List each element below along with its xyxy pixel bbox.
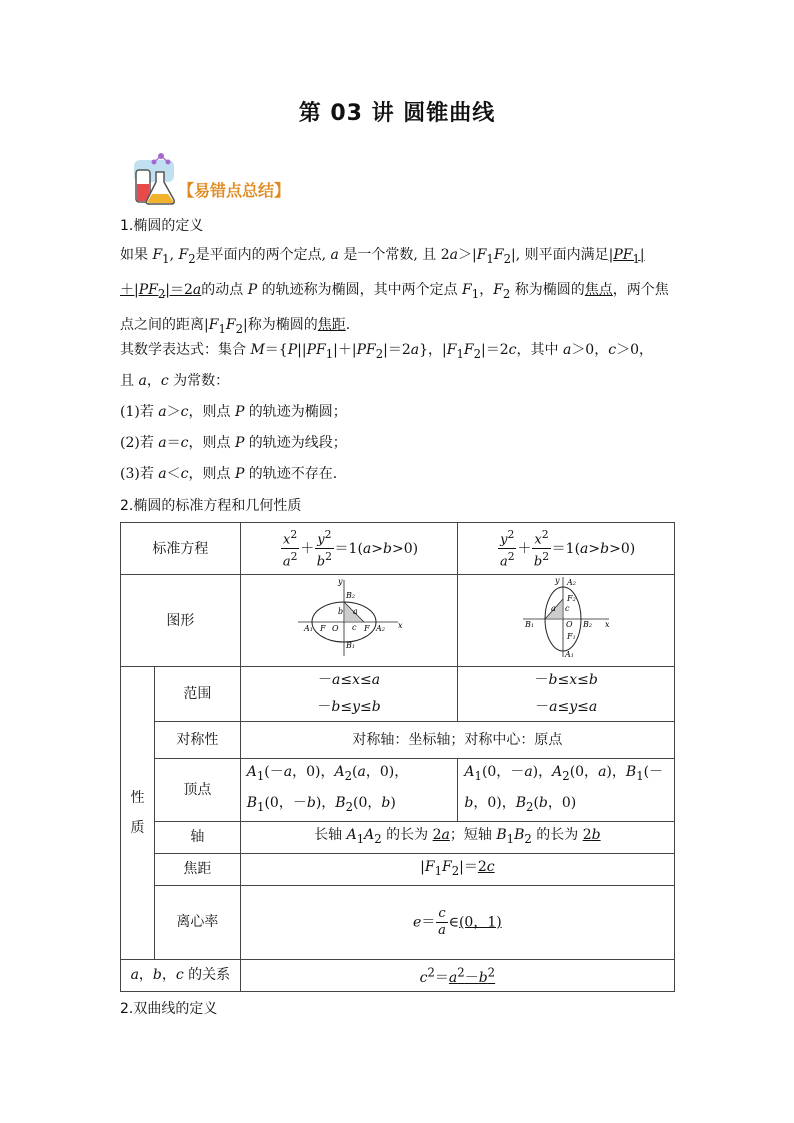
svg-text:A2: A2 <box>567 578 577 587</box>
vertices-vertical: $A_1(0$，－a)，$A_2(0$，a)，$B_1(-b$，0)，$B_2(b$，0) <box>458 759 675 822</box>
cell-label: 范围 <box>154 667 240 722</box>
svg-text:A1: A1 <box>304 624 314 633</box>
table-row <box>121 821 675 853</box>
svg-text:x: x <box>605 620 610 629</box>
svg-text:B1: B1 <box>525 620 535 629</box>
definition-text: 如果 $F_1$, $F_2$是平面内的两个定点, a 是一个常数, 且 $2a>|F_1F_2|$, 则平面内满足 <box>120 247 609 266</box>
svg-text:a: a <box>551 604 556 613</box>
cell-label: a，b，c 的关系 <box>121 959 241 991</box>
vertical-ellipse-diagram <box>521 575 611 659</box>
math-expression-line1: 其数学表达式：集合 $M=\{P||PF_1|+|PF_2|=2a\}$，$|F_1F_2|=2c$，其中 a＞0，c＞0， <box>120 342 653 361</box>
svg-text:O: O <box>566 620 573 629</box>
table-row <box>121 722 675 759</box>
eccentricity-value: e＝ $\frac{c}{a}$ ∈(0，1) <box>240 885 674 959</box>
symmetry-value: 对称轴：坐标轴；对称中心：原点 <box>240 722 674 759</box>
banner-label: 【易错点总结】 <box>178 181 291 200</box>
table-row <box>121 667 675 722</box>
definition-condition: $|PF_1|+|PF_2|=2a$ <box>120 247 645 301</box>
equation-vertical: $\frac{y^2}{a^2}$ ＋ $\frac{x^2}{b^2}$ ＝1(a>b>0) <box>458 523 675 575</box>
definition-text-2: 的动点 P 的轨迹称为椭圆，其中两个定点 $F_1$，$F_2$ 称为椭圆的 <box>201 281 585 301</box>
cell-label: 顶点 <box>154 759 240 822</box>
cell-label: 图形 <box>121 575 241 667</box>
case-3: (3)若 a＜c，则点 P 的轨迹不存在. <box>120 466 338 482</box>
graph-vertical-ellipse <box>458 575 675 667</box>
svg-text:F: F <box>320 624 326 633</box>
cell-label: 轴 <box>154 821 240 853</box>
table-row <box>121 959 675 991</box>
table-row <box>121 523 675 575</box>
cell-label: 对称性 <box>154 722 240 759</box>
group-label-text: 性质 <box>130 789 145 836</box>
svg-text:x: x <box>398 621 403 630</box>
case-2: (2)若 a＝c，则点 P 的轨迹为线段； <box>120 435 347 451</box>
page-title: 第 03 讲 圆锥曲线 <box>298 101 496 126</box>
svg-text:A2: A2 <box>376 624 386 633</box>
axis-value: 长轴 $A_1A_2$ 的长为 2a；短轴 $B_1B_2$ 的长为 2b <box>240 821 674 853</box>
svg-text:b: b <box>338 607 344 616</box>
graph-horizontal-ellipse <box>240 575 458 667</box>
svg-text:B1: B1 <box>346 641 356 650</box>
horizontal-ellipse-diagram <box>294 576 404 658</box>
vertices-horizontal: $A_1(-a$，0)，$A_2(a$，0)，$B_1(0$，－b)，$B_2(0$，b) <box>240 759 458 822</box>
range-vertical: －b≤x≤b －a≤y≤a <box>458 667 675 722</box>
table-row <box>121 575 675 667</box>
definition-end: . <box>345 316 351 333</box>
svg-text:A1: A1 <box>565 650 575 659</box>
section-heading-ellipse-definition: 1.椭圆的定义 <box>120 218 204 234</box>
svg-text:c: c <box>565 604 570 613</box>
focal-distance-value: $|F_1F_2|=2c$ <box>240 853 674 885</box>
svg-text:F2: F2 <box>567 594 576 603</box>
definition-text-3: ，两个焦点之间的距离$|F_1F_2|$称为椭圆的 <box>120 281 669 336</box>
flask-icon <box>128 150 180 208</box>
table-row <box>121 885 675 959</box>
svg-text:y: y <box>338 577 343 586</box>
svg-text:F: F <box>364 624 370 633</box>
ellipse-properties-table <box>120 522 675 992</box>
svg-text:c: c <box>352 623 357 632</box>
paragraph-ellipse-definition <box>120 240 676 344</box>
group-label-properties <box>121 667 155 960</box>
svg-text:a: a <box>353 607 358 616</box>
term-foci: 焦点 <box>584 281 613 298</box>
cell-label: 标准方程 <box>121 523 241 575</box>
table-row <box>121 759 675 822</box>
equation-horizontal: $\frac{x^2}{a^2}$ ＋ $\frac{y^2}{b^2}$ ＝1(a>b>0) <box>240 523 458 575</box>
svg-text:O: O <box>332 624 339 633</box>
cell-label: 焦距 <box>154 853 240 885</box>
case-1: (1)若 a＞c，则点 P 的轨迹为椭圆； <box>120 404 347 420</box>
section-heading-standard-equation: 2.椭圆的标准方程和几何性质 <box>120 498 302 514</box>
svg-text:B2: B2 <box>583 620 593 629</box>
section-banner <box>128 150 388 212</box>
cell-label: 离心率 <box>154 885 240 959</box>
section-heading-hyperbola-definition: 2.双曲线的定义 <box>120 1001 218 1017</box>
math-expression-line2: 且 a，c 为常数： <box>120 373 230 389</box>
svg-text:F1: F1 <box>567 632 576 641</box>
range-horizontal: －a≤x≤a －b≤y≤b <box>240 667 458 722</box>
svg-text:y: y <box>555 576 560 585</box>
relation-value: $c^2=a^2-b^2$ <box>240 959 674 991</box>
table-row <box>121 853 675 885</box>
term-focal-distance: 焦距 <box>317 316 346 333</box>
svg-text:B2: B2 <box>346 591 356 600</box>
